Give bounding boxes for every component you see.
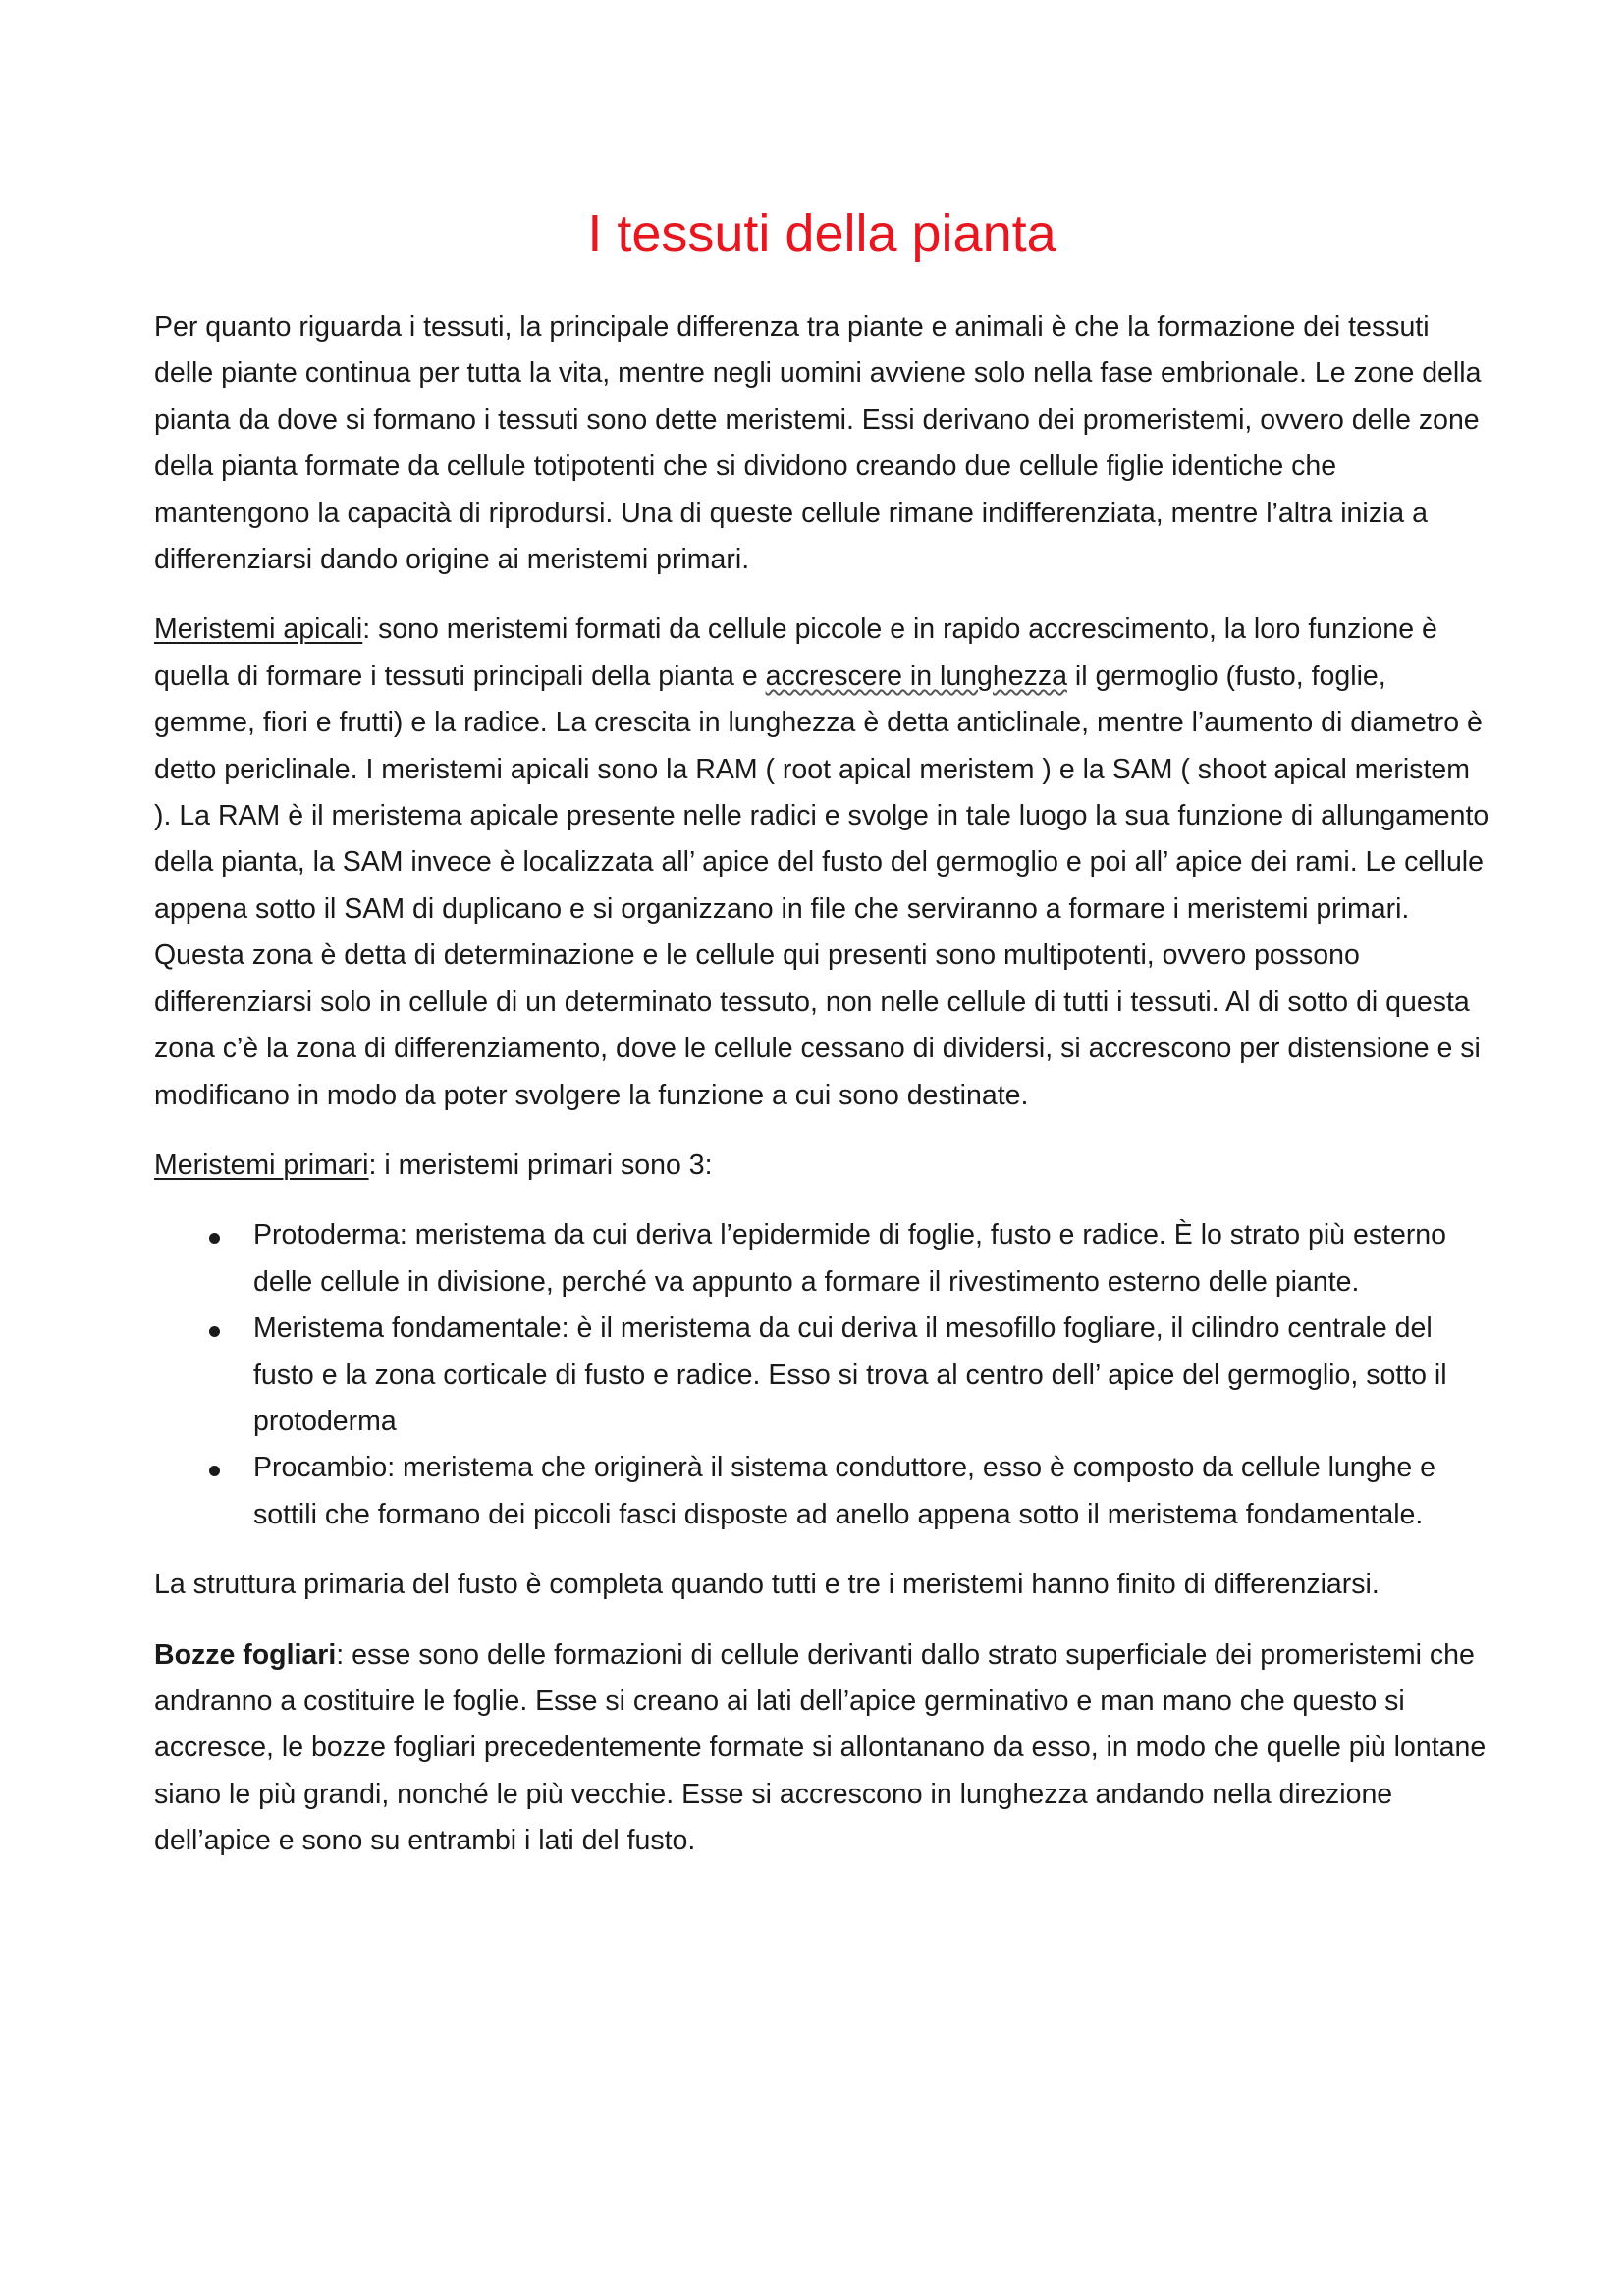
list-item-text: Protoderma: meristema da cui deriva l’epidermide di foglie, fusto e radice. È lo strato più esterno delle cellule in divisione, perché va appunto a formare il rivestimento esterno delle piante. bbox=[253, 1219, 1447, 1298]
apicali-heading: Meristemi apicali bbox=[154, 614, 363, 646]
list-item bbox=[154, 1445, 1489, 1538]
primari-paragraph bbox=[154, 1143, 1489, 1189]
apicali-paragraph bbox=[154, 607, 1489, 1118]
bozze-paragraph bbox=[154, 1632, 1489, 1865]
bozze-text: : esse sono delle formazioni di cellule derivanti dallo strato superficiale dei promeristemi che andranno a costituire le foglie. Esse si creano ai lati dell’apice germinativo e man mano che questo si accresce, le bozze fogliari precedentemente formate si allontanano da esso, in modo che quelle più lontane siano le più grandi, nonché le più vecchie. Esse si accrescono in lunghezza andando nella direzione dell’apice e sono su entrambi i lati del fusto. bbox=[154, 1638, 1487, 1857]
primari-heading: Meristemi primari bbox=[154, 1148, 369, 1181]
list-item bbox=[154, 1306, 1489, 1445]
document-body bbox=[154, 194, 1489, 1889]
meristemi-list bbox=[154, 1212, 1489, 1538]
struttura-paragraph: La struttura primaria del fusto è completa quando tutti e tre i meristemi hanno finito di differenziarsi. bbox=[154, 1569, 1380, 1601]
apicali-separator: : bbox=[362, 614, 371, 646]
bullet-icon bbox=[209, 1466, 220, 1476]
apicali-text-b: il germoglio (fusto, foglie, gemme, fiori e frutti) e la radice. La crescita in lunghezza è detta anticlinale, mentre l’aumento di diametro è detto periclinale. I meristemi apicali sono la RAM ( root apical meristem ) e la SAM ( shoot apical meristem ). La RAM è il meristema apicale presente nelle radici e svolge in tale luogo la sua funzione di allungamento della pianta, la SAM invece è localizzata all’ apice del fusto del germoglio e poi all’ apice dei rami. Le cellule appena sotto il SAM di duplicano e si organizzano in file che serviranno a formare i meristemi primari. Questa zona è detta di determinazione e le cellule qui presenti sono multipotenti, ovvero possono differenziarsi solo in cellule di un determinato tessuto, non nelle cellule di tutti i tessuti. Al di sotto di questa zona c’è la zona di differenziamento, dove le cellule cessano di dividersi, si accrescono per distensione e si modificano in modo da poter svolgere la funzione a cui sono destinate. bbox=[154, 660, 1489, 1111]
intro-paragraph: Per quanto riguarda i tessuti, la principale differenza tra piante e animali è che la formazione dei tessuti delle piante continua per tutta la vita, mentre negli uomini avviene solo nella fase embrionale. Le zone della pianta da dove si formano i tessuti sono dette meristemi. Essi derivano dei promeristemi, ovvero delle zone della pianta formate da cellule totipotenti che si dividono creando due cellule figlie identiche che mantengono la capacità di riprodursi. Una di queste cellule rimane indifferenziata, mentre l’altra inizia a differenziarsi dando origine ai meristemi primari. bbox=[154, 311, 1482, 576]
apicali-highlight: accrescere in lunghezza bbox=[765, 660, 1067, 692]
page-title: I tessuti della pianta bbox=[587, 204, 1056, 263]
list-item-text: Procambio: meristema che originerà il sistema conduttore, esso è composto da cellule lunghe e sottili che formano dei piccoli fasci disposte ad anello appena sotto il meristema fondamentale. bbox=[253, 1452, 1435, 1530]
bullet-icon bbox=[209, 1326, 220, 1337]
list-item bbox=[154, 1212, 1489, 1306]
bullet-icon bbox=[209, 1233, 220, 1244]
list-item-text: Meristema fondamentale: è il meristema da cui deriva il mesofillo fogliare, il cilindro centrale del fusto e la zona corticale di fusto e radice. Esso si trova al centro dell’ apice del germoglio, sotto il protoderma bbox=[253, 1312, 1447, 1437]
primari-text: : i meristemi primari sono 3: bbox=[368, 1148, 713, 1181]
apicali-text-a: sono meristemi formati da cellule piccole e in rapido accrescimento, la loro funzione è quella di formare i tessuti principali della pianta e bbox=[154, 614, 1437, 692]
bozze-heading: Bozze fogliari bbox=[154, 1638, 337, 1671]
